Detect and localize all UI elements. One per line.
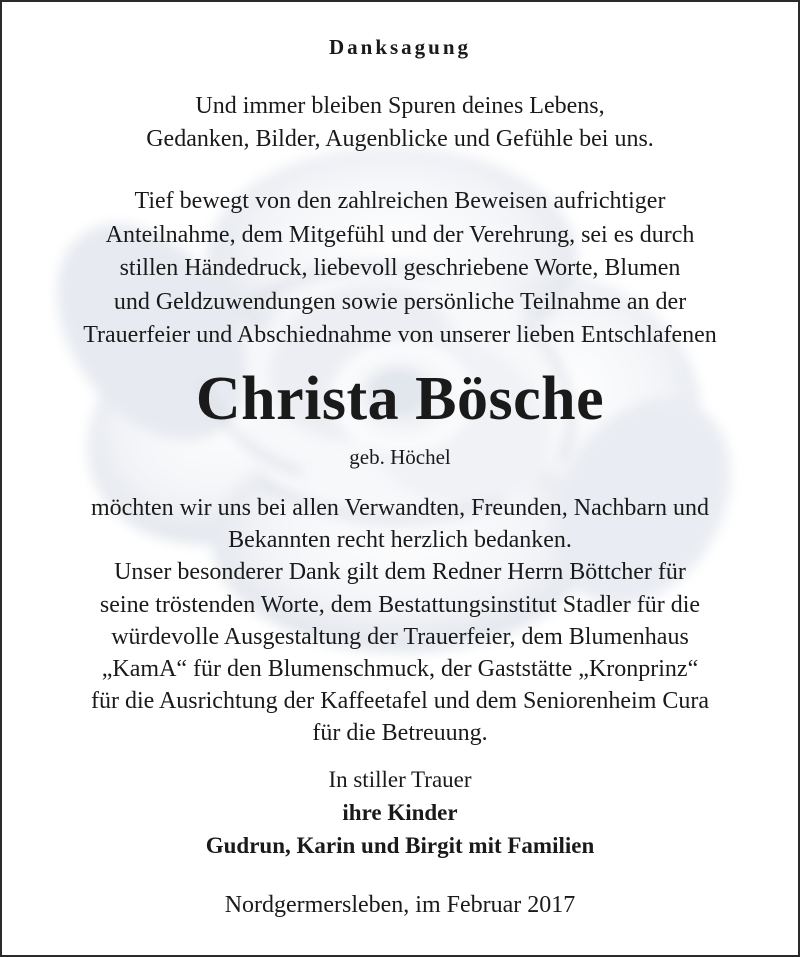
paragraph-line: „KamA“ für den Blumenschmuck, der Gaststätte „Kronprinz“ (101, 656, 699, 683)
paragraph-line: seine tröstenden Worte, dem Bestattungsinstitut Stadler für die (99, 591, 701, 618)
paragraph-line: Unser besonderer Dank gilt dem Redner Herrn Böttcher für (114, 559, 686, 586)
verse (2, 90, 798, 156)
signature-intro: In stiller Trauer (328, 767, 472, 792)
paragraph-line: möchten wir uns bei allen Verwandten, Freunden, Nachbarn und (90, 495, 710, 521)
intro-paragraph (2, 185, 798, 353)
paragraph-line: Bekannten recht herzlich bedanken. (228, 527, 572, 554)
signature-names: Gudrun, Karin und Birgit mit Familien (205, 833, 595, 858)
notice-title: Danksagung (328, 35, 472, 59)
thanks-paragraph (2, 492, 798, 750)
place-date: Nordgermersleben, im Februar 2017 (224, 892, 576, 918)
paragraph-line: für die Ausrichtung der Kaffeetafel und dem Seniorenheim Cura (90, 688, 710, 715)
maiden-name: geb. Höchel (349, 445, 451, 469)
verse-line: Und immer bleiben Spuren deines Lebens, (195, 93, 605, 119)
signature-children: ihre Kinder (342, 800, 458, 825)
paragraph-line: würdevolle Ausgestaltung der Trauerfeier, dem Blumenhaus (111, 623, 689, 650)
paragraph-line: stillen Händedruck, liebevoll geschriebene Worte, Blumen (119, 255, 681, 281)
paragraph-line: und Geldzuwendungen sowie persönliche Teilnahme an der (113, 288, 687, 315)
paragraph-line: für die Betreuung. (312, 720, 488, 747)
paragraph-line: Tief bewegt von den zahlreichen Beweisen aufrichtiger (134, 188, 666, 214)
paragraph-line: Anteilnahme, dem Mitgefühl und der Verehrung, sei es durch (105, 221, 695, 248)
verse-line: Gedanken, Bilder, Augenblicke und Gefühle bei uns. (146, 126, 654, 152)
paragraph-line: Trauerfeier und Abschiednahme von unserer lieben Entschlafenen (83, 322, 717, 348)
deceased-name: Christa Bösche (195, 365, 605, 433)
